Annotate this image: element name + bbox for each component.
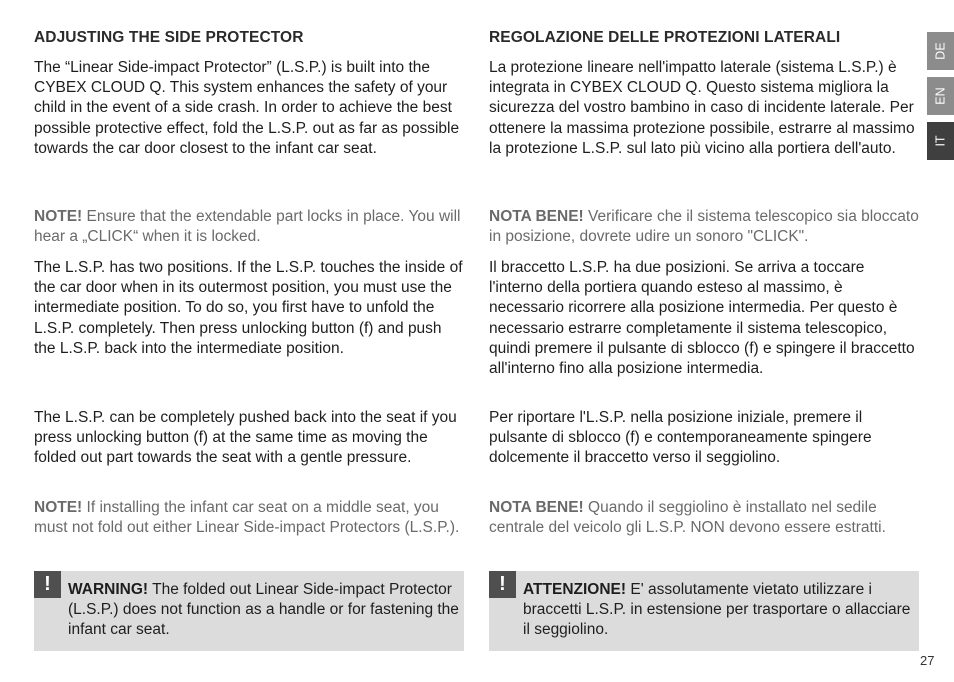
tab-en[interactable]	[927, 77, 954, 115]
warning-icon: !	[489, 571, 516, 598]
note-lock	[34, 207, 466, 247]
intro-paragraph: La protezione lineare nell'impatto laterale (sistema L.S.P.) è integrata in CYBEX CLOUD Q. Questo sistema migliora la sicurezza del vostro bambino in caso di incidente laterale. Per ottenere la massima protezione possibile, estrarre al massimo la protezione L.S.P. sul lato più vicino alla portiera dell'auto.	[489, 59, 915, 157]
tab-de[interactable]	[927, 32, 954, 70]
note-middle-seat	[34, 498, 466, 538]
note-lock	[489, 207, 921, 247]
note-label: NOTE!	[34, 499, 83, 516]
warning-label: ATTENZIONE!	[523, 581, 627, 598]
warning-icon: !	[34, 571, 61, 598]
section-heading: ADJUSTING THE SIDE PROTECTOR	[34, 29, 304, 46]
positions-paragraph: The L.S.P. has two positions. If the L.S.P. touches the inside of the car door when in its outermost position, you must use the intermediate position. To do so, you first have to unfold the L.S.P. completely. Then press unlocking button (f) and push the L.S.P. back into the intermediate position.	[34, 259, 463, 357]
tab-label: IT	[933, 135, 948, 147]
tab-it[interactable]	[927, 122, 954, 160]
note-middle-seat	[489, 498, 921, 538]
positions-paragraph: Il braccetto L.S.P. ha due posizioni. Se arriva a toccare l'interno della portiera quando esteso al massimo, è necessario ricorrere alla posizione intermedia. Per questo è necessario estrarre completamente il sistema telescopico, quindi premere il pulsante di sblocco (f) e spingere il braccetto all'interno fino alla posizione intermedia.	[489, 259, 915, 378]
note-label: NOTE!	[34, 208, 83, 225]
push-back-paragraph: Per riportare l'L.S.P. nella posizione iniziale, premere il pulsante di sblocco (f) e contemporaneamente spingere dolcemente il braccetto verso il seggiolino.	[489, 409, 872, 467]
warning-text	[68, 580, 460, 641]
page-number: 27	[920, 653, 935, 668]
tab-label: DE	[933, 42, 948, 60]
push-back-paragraph: The L.S.P. can be completely pushed back into the seat if you press unlocking button (f) at the same time as moving the folded out part towards the seat with a gentle pressure.	[34, 409, 457, 467]
note-text: Verificare che il sistema telescopico sia bloccato in posizione, dovrete udire un sonoro "CLICK".	[489, 208, 919, 246]
intro-paragraph: The “Linear Side-impact Protector” (L.S.P.) is built into the CYBEX CLOUD Q. This system enhances the safety of your child in the event of a side crash. In order to achieve the best possible protective effect, fold the L.S.P. out as far as possible towards the car door closest to the infant car seat.	[34, 59, 460, 157]
tab-label: EN	[933, 87, 948, 105]
warning-body: E' assolutamente vietato utilizzare i braccetti L.S.P. in estensione per trasportare o allacciare il seggiolino.	[523, 581, 911, 639]
section-heading: REGOLAZIONE DELLE PROTEZIONI LATERALI	[489, 29, 841, 46]
warning-text	[523, 580, 915, 641]
note-text: Quando il seggiolino è installato nel sedile centrale del veicolo gli L.S.P. NON devono essere estratti.	[489, 499, 886, 537]
warning-box	[489, 571, 919, 651]
warning-box	[34, 571, 464, 651]
warning-body: The folded out Linear Side-impact Protector (L.S.P.) does not function as a handle or for fastening the infant car seat.	[68, 581, 459, 639]
warning-label: WARNING!	[68, 581, 149, 598]
note-text: If installing the infant car seat on a middle seat, you must not fold out either Linear Side-impact Protectors (L.S.P.).	[34, 499, 460, 537]
note-label: NOTA BENE!	[489, 499, 584, 516]
note-text: Ensure that the extendable part locks in place. You will hear a „CLICK“ when it is locked.	[34, 208, 461, 246]
note-label: NOTA BENE!	[489, 208, 584, 225]
